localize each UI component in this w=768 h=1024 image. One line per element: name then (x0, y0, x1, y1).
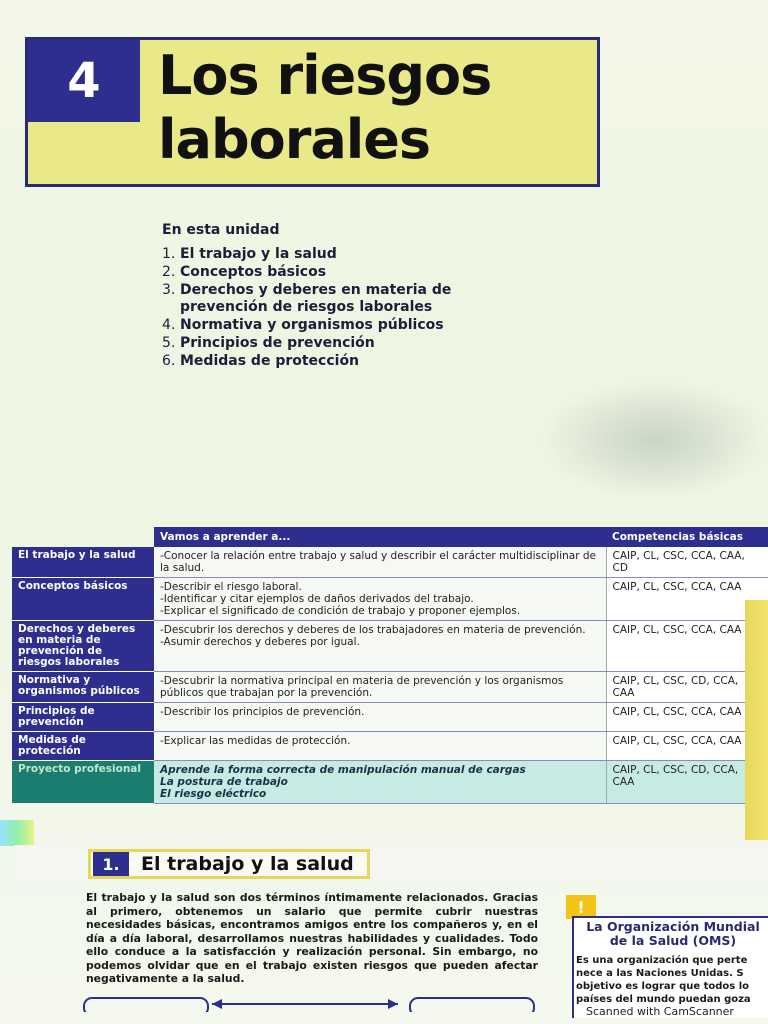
row-competencies: CAIP, CL, CSC, CD, CCA, CAA (606, 761, 768, 804)
goal-text: -Describir el riesgo laboral. (160, 581, 302, 593)
goal-text: -Descubrir los derechos y deberes de los trabajadores en materia de prevención. (160, 624, 586, 636)
scan-artifact (0, 820, 34, 846)
goal-text: -Descubrir la normativa principal en materia de prevención y los organismos públicos que trabajan por la prevención. (160, 675, 564, 699)
row-goals (154, 621, 606, 672)
row-goals (154, 547, 606, 578)
table-row (12, 672, 768, 703)
goal-text: -Explicar las medidas de protección. (160, 735, 351, 747)
table-row (12, 621, 768, 672)
unit-number: 4 (28, 40, 140, 122)
row-competencies: CAIP, CL, CSC, CCA, CAA (606, 732, 768, 761)
contents-item: 4. Normativa y organismos públicos (162, 317, 444, 333)
row-label: Normativa y organismos públicos (12, 672, 154, 703)
contents-item: 5. Principios de prevención (162, 335, 375, 351)
sidebar-title (578, 920, 768, 948)
table-header-competencies: Competencias básicas (606, 527, 768, 547)
table-row (12, 578, 768, 621)
contents-item: 1. El trabajo y la salud (162, 246, 337, 262)
section-body: El trabajo y la salud son dos términos íntimamente relacionados. Gracias al primero, obtenemos un salario que permite cubrir nuestras necesidades básicas, encontramos amigos entre los compañeros y, en el día a día laboral, desarrollamos nuestras habilidades y cualidades. Todo ello conduce a la satisfacción y realización personal. Sin embargo, no podemos olvidar que en el trabajo existen riesgos que pueden afectar negativamente a la salud. (86, 891, 538, 985)
sidebar-text-line: Es una organización que perte (576, 955, 748, 966)
sidebar-text-line: objetivo es lograr que todos lo (576, 981, 750, 992)
table-row (12, 547, 768, 578)
row-goals (154, 672, 606, 703)
contents-list (162, 246, 482, 371)
unit-title-line1: Los riesgos (158, 44, 492, 107)
contents-item: 2. Conceptos básicos (162, 264, 327, 280)
unit-title-line2: laborales (158, 108, 431, 171)
sidebar-text-line: nece a las Naciones Unidas. S (576, 968, 744, 979)
table-header-blank (12, 527, 154, 547)
scanner-watermark: Scanned with CamScanner (586, 1005, 734, 1018)
contents-heading: En esta unidad (162, 222, 280, 238)
table-header-goals: Vamos a aprender a... (154, 527, 606, 547)
table-row (12, 703, 768, 732)
sidebar-text-line: países del mundo puedan goza (576, 994, 751, 1005)
row-label: Proyecto profesional (12, 761, 154, 804)
row-competencies: CAIP, CL, CSC, CCA, CAA, CD (606, 547, 768, 578)
goal-text: -Explicar el significado de condición de trabajo y proponer ejemplos. (160, 605, 521, 617)
row-goals (154, 732, 606, 761)
section-title: El trabajo y la salud (141, 853, 354, 875)
objectives-table (12, 527, 768, 804)
row-label: Derechos y deberes en materia de prevención de riesgos laborales (12, 621, 154, 672)
goal-text: -Describir los principios de prevención. (160, 706, 365, 718)
goal-text: -Conocer la relación entre trabajo y salud y describir el carácter multidisciplinar de la salud. (160, 550, 597, 574)
row-label: Medidas de protección (12, 732, 154, 761)
section-heading (88, 849, 370, 879)
row-competencies: CAIP, CL, CSC, CCA, CAA (606, 703, 768, 732)
shadow (540, 380, 768, 500)
row-competencies: CAIP, CL, CSC, CD, CCA, CAA (606, 672, 768, 703)
section-number: 1. (93, 852, 129, 876)
row-goals (154, 761, 606, 804)
goal-text: La postura de trabajo (160, 776, 288, 788)
table-row (12, 761, 768, 804)
table-header-row (12, 527, 768, 547)
table-row (12, 732, 768, 761)
sidebar-title-line1: La Organización Mundial (586, 919, 760, 934)
goal-text: Aprende la forma correcta de manipulación manual de cargas (160, 764, 526, 776)
row-competencies: CAIP, CL, CSC, CCA, CAA (606, 578, 768, 621)
sidebar-text (576, 954, 768, 1006)
goal-text: -Identificar y citar ejemplos de daños derivados del trabajo. (160, 593, 474, 605)
sidebar-title-line2: de la Salud (OMS) (609, 933, 737, 948)
contents-item: 6. Medidas de protección (162, 353, 360, 369)
goal-text: El riesgo eléctrico (160, 788, 267, 800)
row-goals (154, 578, 606, 621)
unit-title (158, 44, 598, 172)
row-label: El trabajo y la salud (12, 547, 154, 578)
exclamation-icon: ! (566, 895, 596, 919)
row-label: Principios de prevención (12, 703, 154, 732)
diagram-fragment (80, 992, 540, 1012)
goal-text: -Asumir derechos y deberes por igual. (160, 636, 360, 648)
page-edge (745, 600, 768, 840)
row-goals (154, 703, 606, 732)
row-competencies: CAIP, CL, CSC, CCA, CAA (606, 621, 768, 672)
row-label: Conceptos básicos (12, 578, 154, 621)
contents-item: 3. Derechos y deberes en materia de prevención de riesgos laborales (162, 282, 452, 315)
